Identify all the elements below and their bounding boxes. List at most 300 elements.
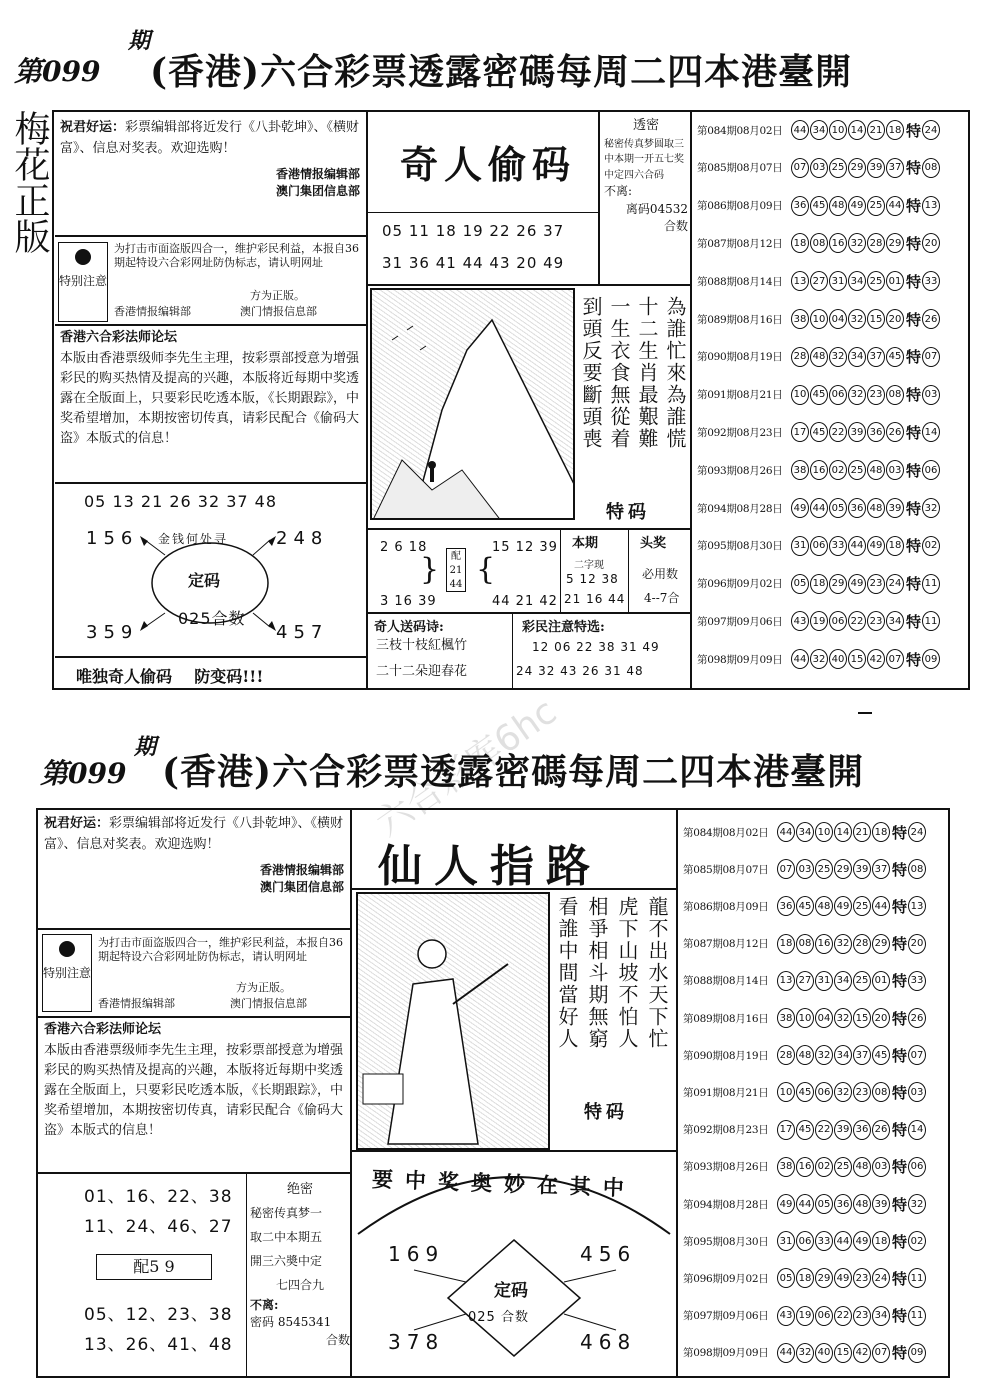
number-ball: 04 <box>829 309 847 329</box>
brace-left: } <box>420 552 440 587</box>
number-ball: 29 <box>834 859 852 879</box>
special-number-ball: 24 <box>922 120 940 140</box>
history-row <box>697 156 967 180</box>
number-ball: 25 <box>829 158 847 178</box>
toujiang-sub: 必用数 <box>642 567 679 581</box>
col-divider <box>560 530 561 612</box>
special-label: 特 <box>892 1083 908 1102</box>
special-number-ball: 33 <box>922 271 940 291</box>
history-row <box>683 1192 948 1216</box>
special-number-ball: 24 <box>908 822 926 842</box>
number-ball: 29 <box>815 1268 833 1288</box>
number-ball: 16 <box>810 460 828 480</box>
number-ball: 49 <box>791 498 809 518</box>
tema-label: 特码 <box>606 502 650 523</box>
number-ball: 23 <box>853 1268 871 1288</box>
number-ball: 33 <box>815 1231 833 1251</box>
number-ball: 03 <box>872 1157 890 1177</box>
number-ball: 45 <box>872 1045 890 1065</box>
special-number-ball: 20 <box>922 233 940 253</box>
number-ball: 16 <box>829 233 847 253</box>
number-ball: 18 <box>886 536 904 556</box>
number-ball: 32 <box>810 649 828 669</box>
history-row <box>697 118 967 142</box>
number-ball: 08 <box>886 385 904 405</box>
number-ball: 14 <box>848 120 866 140</box>
juemi-line1: 秘密传真梦一 <box>250 1205 323 1220</box>
number-ball: 18 <box>872 1231 890 1251</box>
number-ball: 05 <box>815 1194 833 1214</box>
special-label: 特 <box>906 650 922 669</box>
juemi-line4: 七四合九 <box>275 1277 324 1292</box>
number-ball: 03 <box>886 460 904 480</box>
history-row <box>697 647 967 671</box>
number-ball: 25 <box>848 460 866 480</box>
toumi-text: 秘密传真梦圆取三中本期一开五七奖中定四六合码 <box>604 138 684 181</box>
number-ball: 08 <box>872 1082 890 1102</box>
forum-text: 本版由香港票级师李先生主理，按彩票部授意为增强彩民的购买热情及提高的兴趣，本版将近每期中奖透露在全版面上，只要彩民吃透本版，《长期跟踪》，中奖希望增加，本期按密切传真，请彩民配合《偷码大盗》本版式的信息！ <box>44 1042 344 1139</box>
number-ball: 22 <box>834 1306 852 1326</box>
number-ball: 25 <box>853 971 871 991</box>
history-row <box>683 894 948 918</box>
history-row <box>697 534 967 558</box>
history-row <box>683 1229 948 1253</box>
number-ball: 10 <box>777 1082 795 1102</box>
special-number-ball: 06 <box>908 1157 926 1177</box>
special-number-ball: 11 <box>922 574 940 594</box>
number-ball: 05 <box>829 498 847 518</box>
history-label: 第091期08月21日 <box>697 389 783 402</box>
number-ball: 24 <box>872 1268 890 1288</box>
number-ball: 34 <box>796 822 814 842</box>
special-number-ball: 07 <box>908 1045 926 1065</box>
number-ball: 13 <box>777 971 795 991</box>
greeting-text: 彩票编辑部将近发行《八卦乾坤》、《横财富》、信息对奖表。欢迎选购！ <box>60 120 360 156</box>
special-label: 特 <box>906 348 922 367</box>
number-ball: 25 <box>815 859 833 879</box>
notice-text: 为打击市面盗版四合一，维护彩民利益，本报自36期起特设六合彩网址防伪标志，请认明网址 <box>114 242 359 270</box>
dm-b-top-right: 456 <box>580 1242 637 1266</box>
notice-sign2: 澳门情报信息部 <box>240 305 317 318</box>
dm-arc-text: 金钱何处寻 <box>158 532 229 546</box>
number-ball: 37 <box>867 347 885 367</box>
special-label: 特 <box>892 1046 908 1065</box>
divider <box>368 612 690 614</box>
greeting-sign1: 香港情报编辑部 <box>259 862 344 877</box>
number-ball: 24 <box>886 574 904 594</box>
number-ball: 34 <box>848 271 866 291</box>
divider <box>55 235 366 237</box>
number-ball: 34 <box>886 611 904 631</box>
toumi-block <box>604 116 688 235</box>
number-ball: 25 <box>853 896 871 916</box>
number-ball: 31 <box>815 971 833 991</box>
history-row <box>697 269 967 293</box>
issue-suffix-top: 期 <box>128 28 151 54</box>
number-ball: 36 <box>777 896 795 916</box>
number-ball: 48 <box>867 498 885 518</box>
notice-label-box <box>58 242 108 322</box>
dm-sub: 025合数 <box>178 609 246 628</box>
number-ball: 49 <box>848 574 866 594</box>
special-number-ball: 33 <box>908 971 926 991</box>
special-label: 特 <box>892 897 908 916</box>
divider <box>38 928 350 930</box>
special-label: 特 <box>906 499 922 518</box>
history-row <box>697 307 967 331</box>
forum-title: 香港六合彩法师论坛 <box>60 330 178 345</box>
number-ball: 40 <box>829 649 847 669</box>
special-number-ball: 09 <box>922 649 940 669</box>
notice-official: 方为正版。 <box>250 289 305 302</box>
special-number-ball: 02 <box>922 536 940 556</box>
number-ball: 10 <box>810 309 828 329</box>
number-ball: 07 <box>777 859 795 879</box>
greeting-title: 祝君好运： <box>44 816 110 831</box>
special-label: 特 <box>892 935 908 954</box>
number-ball: 23 <box>867 574 885 594</box>
number-ball: 03 <box>796 859 814 879</box>
history-row <box>697 383 967 407</box>
number-ball: 32 <box>815 1045 833 1065</box>
number-ball: 29 <box>848 158 866 178</box>
caimin-line1: 12 06 22 38 31 49 <box>532 640 660 654</box>
number-ball: 45 <box>810 385 828 405</box>
history-row <box>697 194 967 218</box>
number-ball: 23 <box>867 385 885 405</box>
number-ball: 27 <box>810 271 828 291</box>
poem-b-col2: 虎下山坡不怕人 <box>615 896 639 1050</box>
history-label: 第090期08月19日 <box>697 351 783 364</box>
number-ball: 21 <box>853 822 871 842</box>
number-ball: 10 <box>791 385 809 405</box>
number-ball: 44 <box>848 536 866 556</box>
number-ball: 31 <box>829 271 847 291</box>
special-number-ball: 03 <box>908 1082 926 1102</box>
poem-b-col4: 看誰中間當好人 <box>555 896 579 1050</box>
special-label: 特 <box>892 972 908 991</box>
number-ball: 49 <box>834 896 852 916</box>
history-label: 第094期08月28日 <box>697 502 783 515</box>
number-ball: 42 <box>867 649 885 669</box>
number-ball: 39 <box>886 498 904 518</box>
notice-sign1: 香港情报编辑部 <box>114 305 191 318</box>
dm-b-bottom-left: 378 <box>388 1330 445 1354</box>
dm-center: 定码 <box>188 571 221 590</box>
juemi-code: 密码 8545341 <box>250 1315 332 1330</box>
special-label: 特 <box>906 272 922 291</box>
history-label: 第092期08月23日 <box>697 426 783 439</box>
number-ball: 48 <box>853 1194 871 1214</box>
number-ball: 14 <box>834 822 852 842</box>
juemi-line3: 開三六奬中定 <box>250 1253 323 1268</box>
col-divider <box>366 112 368 688</box>
number-ball: 02 <box>815 1157 833 1177</box>
list-line4: 13、26、41、48 <box>84 1335 233 1355</box>
toumi-heshu: 合数 <box>663 219 688 234</box>
col-divider <box>628 530 629 612</box>
special-label: 特 <box>906 121 922 140</box>
special-number-ball: 09 <box>908 1343 926 1363</box>
greeting-sign2: 澳门集团信息部 <box>259 879 344 894</box>
special-number-ball: 13 <box>922 196 940 216</box>
history-row <box>683 932 948 956</box>
number-ball: 19 <box>810 611 828 631</box>
number-ball: 42 <box>853 1343 871 1363</box>
pair-right2: 44 21 42 <box>492 594 558 609</box>
number-ball: 43 <box>791 611 809 631</box>
number-ball: 17 <box>791 422 809 442</box>
special-label: 特 <box>892 1009 908 1028</box>
special-number-ball: 11 <box>908 1268 926 1288</box>
col-divider <box>512 614 513 688</box>
number-ball: 21 <box>867 120 885 140</box>
special-label: 特 <box>906 575 922 594</box>
special-number-ball: 32 <box>908 1194 926 1214</box>
notice-label: 特别注意 <box>59 274 108 288</box>
greeting-sign2: 澳门集团信息部 <box>275 183 360 198</box>
special-label: 特 <box>906 234 922 253</box>
number-ball: 22 <box>848 611 866 631</box>
number-ball: 28 <box>777 1045 795 1065</box>
benqi-n1: 5 12 38 <box>566 572 619 586</box>
history-label: 第084期08月02日 <box>683 826 769 839</box>
number-ball: 06 <box>815 1306 833 1326</box>
forum-block <box>60 328 362 450</box>
special-number-ball: 26 <box>922 309 940 329</box>
xianren-title: 仙人指路 <box>378 841 602 892</box>
greeting-text: 彩票编辑部将近发行《八卦乾坤》、《横财富》、信息对奖表。欢迎选购！ <box>44 816 344 852</box>
number-ball: 32 <box>834 1008 852 1028</box>
special-number-ball: 08 <box>922 158 940 178</box>
dm-top-right: 248 <box>276 528 329 549</box>
history-label: 第090期08月19日 <box>683 1049 769 1062</box>
history-label: 第089期08月16日 <box>683 1012 769 1025</box>
list-line1: 01、16、22、38 <box>84 1187 233 1207</box>
history-row <box>683 969 948 993</box>
number-ball: 36 <box>867 422 885 442</box>
number-ball: 32 <box>834 934 852 954</box>
number-ball: 32 <box>796 1343 814 1363</box>
number-ball: 32 <box>834 1082 852 1102</box>
number-ball: 34 <box>848 347 866 367</box>
special-label: 特 <box>892 1269 908 1288</box>
number-ball: 13 <box>791 271 809 291</box>
special-label: 特 <box>906 612 922 631</box>
number-ball: 15 <box>834 1343 852 1363</box>
pei-box: 配5 9 <box>96 1254 212 1280</box>
divider <box>38 1172 350 1174</box>
landscape-illustration <box>370 288 575 520</box>
special-number-ball: 02 <box>908 1231 926 1251</box>
divider <box>368 284 690 286</box>
number-ball: 25 <box>834 1157 852 1177</box>
history-label: 第093期08月26日 <box>683 1161 769 1174</box>
number-ball: 39 <box>853 859 871 879</box>
benqi-sub: 二字现 <box>574 560 604 571</box>
history-label: 第086期08月09日 <box>683 900 769 913</box>
number-ball: 44 <box>796 1194 814 1214</box>
special-number-ball: 08 <box>908 859 926 879</box>
number-ball: 49 <box>834 1268 852 1288</box>
number-ball: 15 <box>848 649 866 669</box>
number-ball: 18 <box>777 934 795 954</box>
juemi-buli: 不离: <box>250 1297 279 1312</box>
issue-suffix-bottom: 期 <box>134 734 157 760</box>
qiren-nums1: 05 11 18 19 22 26 37 <box>382 222 565 240</box>
number-ball: 44 <box>810 498 828 518</box>
poem-col3: 一生衣食無從着 <box>607 296 631 450</box>
number-ball: 36 <box>791 196 809 216</box>
history-row <box>697 231 967 255</box>
divider <box>38 1016 350 1018</box>
toumi-title: 透密 <box>632 118 659 133</box>
special-label: 特 <box>892 1307 908 1326</box>
page-title-top: (香港)六合彩票透露密碼每周二四本港臺開 <box>150 51 853 93</box>
history-label: 第087期08月12日 <box>683 938 769 951</box>
number-ball: 34 <box>834 1045 852 1065</box>
numbers-line: 05 13 21 26 32 37 48 <box>84 492 278 511</box>
history-row <box>697 345 967 369</box>
number-ball: 38 <box>777 1157 795 1177</box>
poem-b-col3: 相爭相斗期無窮 <box>585 896 609 1050</box>
number-ball: 32 <box>829 347 847 367</box>
issue-number-bottom: 第099 <box>40 757 127 790</box>
divider <box>368 528 690 530</box>
pair-right1: 15 12 39 <box>492 540 558 555</box>
number-ball: 43 <box>777 1306 795 1326</box>
history-label: 第097期09月06日 <box>683 1310 769 1323</box>
greeting-block <box>60 118 360 200</box>
greeting-sign1: 香港情报编辑部 <box>275 166 360 181</box>
sage-image <box>358 894 550 1150</box>
number-ball: 17 <box>777 1120 795 1140</box>
number-ball: 05 <box>777 1268 795 1288</box>
number-ball: 19 <box>796 1306 814 1326</box>
number-ball: 02 <box>829 460 847 480</box>
notice-sign2-bottom: 澳门情报信息部 <box>230 997 307 1010</box>
number-ball: 28 <box>853 934 871 954</box>
forum-title: 香港六合彩法师论坛 <box>44 1022 162 1037</box>
notice-sign1-bottom: 香港情报编辑部 <box>98 997 175 1010</box>
poem-col2: 十二生肖最艱難 <box>635 296 659 450</box>
number-ball: 31 <box>791 536 809 556</box>
number-ball: 20 <box>872 1008 890 1028</box>
col-divider <box>598 112 600 284</box>
history-row <box>697 458 967 482</box>
number-ball: 23 <box>853 1306 871 1326</box>
special-number-ball: 14 <box>922 422 940 442</box>
toumi-code: 离码04532 <box>625 201 688 216</box>
number-ball: 44 <box>791 120 809 140</box>
forum-block-bottom <box>44 1020 346 1142</box>
arc-text: 要中奖奥妙在其中 <box>371 1166 637 1201</box>
number-ball: 10 <box>796 1008 814 1028</box>
number-ball: 36 <box>853 1120 871 1140</box>
number-ball: 18 <box>872 822 890 842</box>
juemi-block <box>250 1180 350 1349</box>
number-ball: 39 <box>848 422 866 442</box>
dm-b-sub: 025 合数 <box>468 1310 529 1325</box>
pair-left1: 2 6 18 <box>380 540 428 555</box>
side-label: 梅花正版 <box>9 110 50 254</box>
number-ball: 48 <box>853 1157 871 1177</box>
special-number-ball: 11 <box>908 1306 926 1326</box>
qiren-title: 奇人偷码 <box>400 142 577 187</box>
number-ball: 27 <box>796 971 814 991</box>
number-ball: 16 <box>815 934 833 954</box>
dm-bottom-left: 359 <box>86 622 139 643</box>
number-ball: 49 <box>848 196 866 216</box>
number-ball: 44 <box>777 822 795 842</box>
number-ball: 40 <box>815 1343 833 1363</box>
number-ball: 34 <box>834 971 852 991</box>
greeting-block-bottom <box>44 814 344 896</box>
col-divider <box>676 810 678 1376</box>
number-ball: 49 <box>853 1231 871 1251</box>
benqi-title: 本期 <box>572 536 599 551</box>
number-ball: 28 <box>867 233 885 253</box>
history-label: 第098期09月09日 <box>697 653 783 666</box>
number-ball: 33 <box>829 536 847 556</box>
history-label: 第086期08月09日 <box>697 200 783 213</box>
special-label: 特 <box>906 461 922 480</box>
history-row <box>683 1304 948 1328</box>
number-ball: 18 <box>791 233 809 253</box>
number-ball: 29 <box>829 574 847 594</box>
special-label: 特 <box>906 159 922 178</box>
poem2-line1: 三枝十枝紅楓竹 <box>376 638 468 653</box>
benqi-n2: 21 16 44 <box>564 592 626 606</box>
history-label: 第085期08月07日 <box>697 162 783 175</box>
history-row <box>683 1006 948 1030</box>
special-label: 特 <box>892 1195 908 1214</box>
poem-b-col1: 龍不出水天下忙 <box>645 896 669 1050</box>
number-ball: 37 <box>886 158 904 178</box>
toumi-buli: 不离: <box>604 184 633 199</box>
special-label: 特 <box>892 1344 908 1363</box>
number-ball: 26 <box>872 1120 890 1140</box>
special-number-ball: 13 <box>908 896 926 916</box>
history-table-top <box>697 118 967 688</box>
history-label: 第093期08月26日 <box>697 464 783 477</box>
bomb-icon <box>75 249 91 265</box>
number-ball: 38 <box>791 309 809 329</box>
history-label: 第084期08月02日 <box>697 124 783 137</box>
number-ball: 38 <box>777 1008 795 1028</box>
special-number-ball: 32 <box>922 498 940 518</box>
caimin-line2: 24 32 43 26 31 48 <box>516 664 644 678</box>
history-label: 第092期08月23日 <box>683 1124 769 1137</box>
number-ball: 16 <box>796 1157 814 1177</box>
dm-b-bottom-right: 468 <box>580 1330 637 1354</box>
special-label: 特 <box>906 423 922 442</box>
number-ball: 39 <box>872 1194 890 1214</box>
number-ball: 07 <box>791 158 809 178</box>
number-ball: 18 <box>796 1268 814 1288</box>
history-label: 第094期08月28日 <box>683 1198 769 1211</box>
special-label: 特 <box>906 310 922 329</box>
number-ball: 36 <box>848 498 866 518</box>
list-line2: 11、24、46、27 <box>84 1217 233 1237</box>
special-label: 特 <box>892 1121 908 1140</box>
number-ball: 45 <box>796 1082 814 1102</box>
dm-b-top-left: 169 <box>388 1242 445 1266</box>
pair-mid: 配21 44 <box>446 548 466 592</box>
number-ball: 18 <box>886 120 904 140</box>
history-label: 第088期08月14日 <box>697 275 783 288</box>
special-number-ball: 11 <box>922 611 940 631</box>
